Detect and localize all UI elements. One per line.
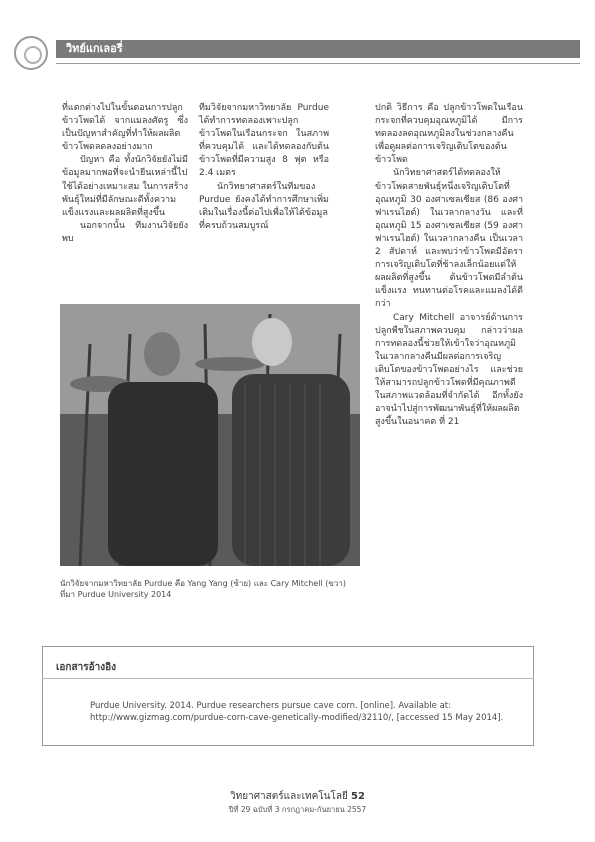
paragraph: ปกติ วิธีการ คือ ปลูกข้าวโพดในเรือนกระจกที่ควบคุมอุณหภูมิได้ มีการทดลองลดอุณหภูมิลงในช่วงกลางคืนเพื่อดูผลต่อการเจริญเติบโตของต้นข้าวโพด bbox=[375, 103, 523, 166]
paragraph: นอกจากนั้น ทีมงานวิจัยยังพบ bbox=[62, 220, 188, 244]
references-divider bbox=[42, 678, 534, 679]
text-column-2 bbox=[199, 102, 329, 233]
text-column-1 bbox=[62, 102, 188, 246]
references-title: เอกสารอ้างอิง bbox=[56, 662, 116, 673]
page-number: 52 bbox=[351, 791, 365, 802]
paragraph: ที่แตกต่างไปในขั้นตอนการปลูกข้าวโพดได้ จากแมลงศัตรู ซึ่งเป็นปัญหาสำคัญที่ทำให้ผลผลิตข้าวโพดลดลงอย่างมาก bbox=[62, 103, 188, 153]
paragraph: ทีมวิจัยจากมหาวิทยาลัย Purdue ได้ทำการทดลองเพาะปลูกข้าวโพดในเรือนกระจก ในสภาพที่ควบคุมได้ และได้ทดลองกับต้นข้าวโพดที่มีความสูง 8 ฟุต หรือ 2.4 เมตร bbox=[199, 103, 329, 179]
text-column-3 bbox=[375, 102, 523, 429]
reference-entry: Purdue University. 2014. Purdue researchers pursue cave corn. [online]. Available at: http://www.gizmag.com/purdue-corn-cave-genetically-modified/32110/, [accessed 15 May 2014]. bbox=[90, 701, 504, 723]
header-divider bbox=[56, 63, 580, 64]
paragraph: Cary Mitchell อาจารย์ด้านการปลูกพืชในสภาพควบคุม กล่าวว่าผลการทดลองนี้ช่วยให้เข้าใจว่าอุณหภูมิในเวลากลางคืนมีผลต่อการเจริญเติบโตของข้าวโพดอย่างไร และช่วยให้สามารถปลูกข้าวโพดที่มีคุณภาพดีในสภาพแวดล้อมที่จำกัดได้ อีกทั้งยังอาจนำไปสู่การพัฒนาพันธุ์ที่ให้ผลผลิตสูงขึ้นในอนาคต ที่ 21 bbox=[375, 312, 523, 428]
paragraph: ปัญหา คือ ทั้งนักวิจัยยังไม่มีข้อมูลมากพอที่จะนำยีนเหล่านี้ไปใช้ได้อย่างเหมาะสม ในการสร้างพันธุ์ใหม่ที่มีลักษณะดีทั้งความแข็งแรงและผลผลิตที่สูงขึ้น bbox=[62, 155, 188, 218]
photo-caption bbox=[60, 578, 360, 600]
caption-line: นักวิจัยจากมหาวิทยาลัย Purdue คือ Yang Yang (ซ้าย) และ Cary Mitchell (ขวา) bbox=[60, 579, 346, 588]
researchers-photo bbox=[60, 304, 360, 566]
paragraph: นักวิทยาศาสตร์ในทีมของ Purdue ยังคงได้ทำการศึกษาเพิ่มเติมในเรื่องนี้ต่อไปเพื่อให้ได้ข้อมูลที่ครบถ้วนสมบูรณ์ bbox=[199, 181, 329, 231]
magazine-logo-icon bbox=[14, 36, 48, 70]
footer-magazine-title bbox=[0, 789, 595, 804]
footer-issue: ปีที่ 29 ฉบับที่ 3 กรกฎาคม-กันยายน 2557 bbox=[228, 805, 367, 814]
section-header-bar bbox=[56, 40, 580, 58]
magazine-title: วิทยาศาสตร์และเทคโนโลยี bbox=[230, 791, 348, 802]
section-title: วิทย์แกเลอรี่ bbox=[66, 42, 123, 55]
paragraph: นักวิทยาศาสตร์ได้ทดลองให้ข้าวโพดสายพันธุ์หนึ่งเจริญเติบโตที่อุณหภูมิ 30 องศาเซลเซียส (86 องศาฟาเรนไฮต์) ในเวลากลางวัน และที่อุณหภูมิ 15 องศาเซลเซียส (59 องศาฟาเรนไฮต์) ในเวลากลางคืน เป็นเวลา 2 สัปดาห์ และพบว่าข้าวโพดมีอัตราการเจริญเติบโตที่ช้าลงเล็กน้อยแต่ให้ผลผลิตที่สูงขึ้น ต้นข้าวโพดมีลำต้นแข็งแรง ทนทานต่อโรคและแมลงได้ดีกว่า bbox=[375, 168, 523, 310]
caption-source: ที่มา Purdue University 2014 bbox=[60, 590, 172, 599]
